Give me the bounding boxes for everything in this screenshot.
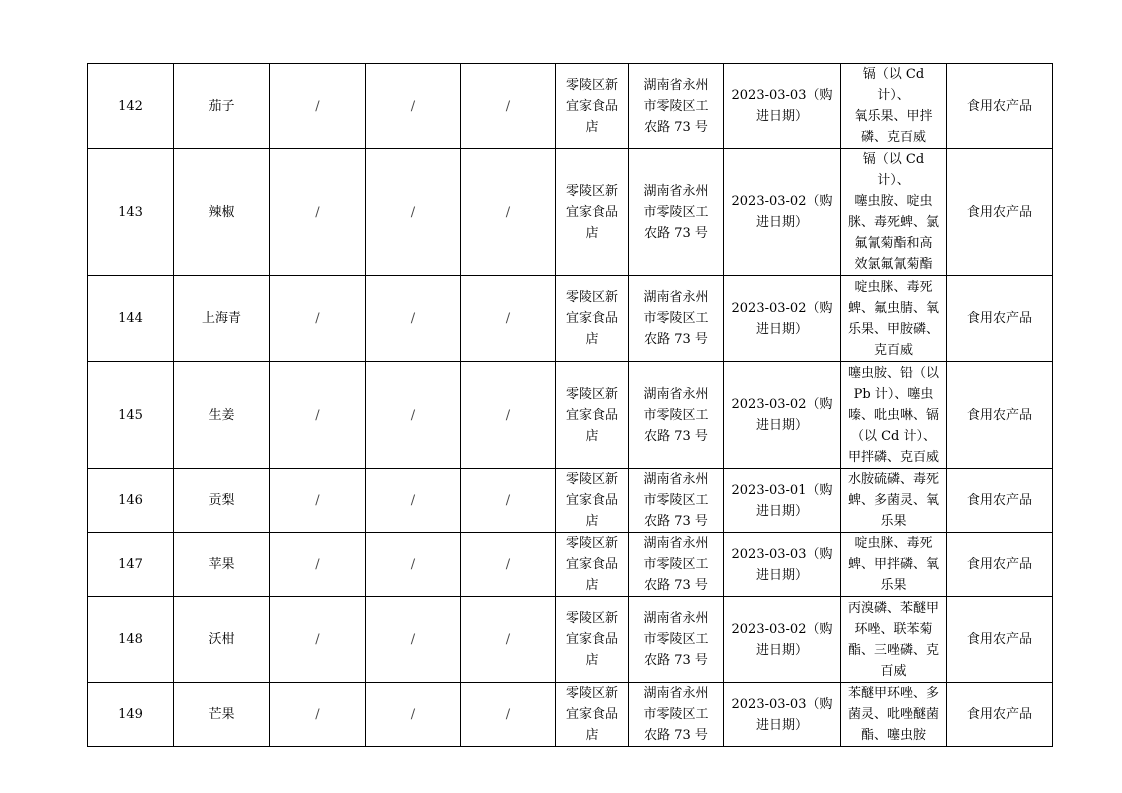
table-row [88, 683, 1053, 747]
test-items-line: 环唑、联苯菊 [854, 621, 933, 637]
product-category: 食用农产品 [947, 533, 1053, 597]
test-items-line: 蜱、甲拌磷、氧 [847, 557, 939, 572]
purchase-date [724, 597, 841, 683]
test-items-line: 氧乐果、甲拌 [854, 109, 933, 124]
purchase-date [724, 533, 841, 597]
test-items [841, 469, 947, 533]
blank-cell: / [270, 597, 366, 683]
store-name-line: 零陵区新 [565, 77, 618, 93]
table-row [88, 149, 1053, 276]
test-items [841, 533, 947, 597]
purchase-date-line: 2023-03-02（购 [731, 194, 833, 209]
test-items-line: 百威 [880, 663, 907, 679]
test-items-line: 菌灵、吡唑醚菌 [847, 707, 939, 722]
sampling-results-table [87, 63, 1053, 747]
row-number: 144 [88, 276, 174, 362]
product-name: 沃柑 [174, 597, 270, 683]
test-items-line: 酯、噻虫胺 [860, 728, 926, 743]
test-items [841, 683, 947, 747]
store-name [556, 597, 629, 683]
store-address [629, 533, 724, 597]
product-category: 食用农产品 [947, 362, 1053, 469]
product-category: 食用农产品 [947, 64, 1053, 149]
blank-cell: / [270, 149, 366, 276]
purchase-date [724, 469, 841, 533]
store-name [556, 533, 629, 597]
store-name-line: 零陵区新 [565, 472, 618, 487]
row-number: 148 [88, 597, 174, 683]
store-name-line: 宜家食品 [565, 493, 618, 508]
product-category: 食用农产品 [947, 597, 1053, 683]
blank-cell: / [366, 597, 461, 683]
test-items-line: 水胺硫磷、毒死 [847, 472, 939, 487]
store-name-line: 宜家食品 [565, 632, 618, 647]
test-items-line: 镉（以 Cd 计）、 [862, 152, 925, 188]
test-items-line: 蜱、多菌灵、氧 [847, 493, 939, 508]
store-name-line: 店 [585, 728, 599, 743]
store-address [629, 276, 724, 362]
purchase-date [724, 64, 841, 149]
store-address-line: 农路 73 号 [644, 428, 708, 444]
store-address-line: 市零陵区工 [643, 204, 709, 220]
test-items-line: 乐果 [880, 578, 907, 593]
blank-cell: / [366, 469, 461, 533]
test-items-line: 脒、毒死蜱、氯 [847, 215, 939, 230]
row-number: 145 [88, 362, 174, 469]
purchase-date-line: 2023-03-03（购 [731, 88, 833, 103]
row-number: 147 [88, 533, 174, 597]
test-items-line: 磷、克百威 [860, 130, 926, 145]
store-address-line: 农路 73 号 [644, 332, 708, 347]
purchase-date-line: 进日期） [755, 321, 808, 337]
product-category: 食用农产品 [947, 683, 1053, 747]
store-name-line: 零陵区新 [565, 386, 618, 402]
store-name [556, 469, 629, 533]
blank-cell: / [366, 64, 461, 149]
store-address-line: 湖南省永州 [643, 611, 709, 626]
purchase-date-line: 2023-03-03（购 [731, 696, 833, 712]
test-items-line: 蜱、氟虫腈、氧 [847, 300, 939, 316]
purchase-date-line: 2023-03-01（购 [731, 482, 833, 498]
product-name: 芒果 [174, 683, 270, 747]
table-body [88, 64, 1053, 747]
blank-cell: / [461, 469, 556, 533]
store-address-line: 湖南省永州 [643, 472, 709, 487]
product-category: 食用农产品 [947, 469, 1053, 533]
blank-cell: / [461, 276, 556, 362]
store-address-line: 市零陵区工 [643, 493, 709, 508]
store-address [629, 683, 724, 747]
store-address-line: 农路 73 号 [644, 728, 708, 743]
blank-cell: / [366, 533, 461, 597]
store-name [556, 276, 629, 362]
blank-cell: / [270, 362, 366, 469]
store-address-line: 湖南省永州 [643, 77, 709, 93]
purchase-date-line: 2023-03-02（购 [731, 300, 833, 316]
store-name-line: 零陵区新 [565, 611, 618, 626]
store-address-line: 农路 73 号 [644, 119, 708, 135]
purchase-date-line: 2023-03-02（购 [731, 397, 833, 412]
store-address [629, 597, 724, 683]
blank-cell: / [461, 533, 556, 597]
store-name-line: 宜家食品 [565, 204, 618, 220]
test-items [841, 276, 947, 362]
blank-cell: / [366, 276, 461, 362]
blank-cell: / [270, 64, 366, 149]
store-address-line: 市零陵区工 [643, 311, 709, 326]
store-address [629, 64, 724, 149]
store-address-line: 市零陵区工 [643, 632, 709, 647]
test-items-line: 苯醚甲环唑、多 [847, 686, 939, 701]
store-name-line: 店 [585, 119, 599, 135]
store-name [556, 149, 629, 276]
store-name-line: 零陵区新 [565, 536, 618, 551]
store-name [556, 362, 629, 469]
store-address-line: 市零陵区工 [643, 98, 709, 114]
blank-cell: / [461, 149, 556, 276]
blank-cell: / [461, 64, 556, 149]
store-address-line: 湖南省永州 [643, 386, 709, 402]
product-name: 贡梨 [174, 469, 270, 533]
row-number: 143 [88, 149, 174, 276]
product-name: 上海青 [174, 276, 270, 362]
product-category: 食用农产品 [947, 276, 1053, 362]
table-row [88, 276, 1053, 362]
store-name [556, 64, 629, 149]
purchase-date-line: 进日期） [755, 642, 808, 658]
row-number: 142 [88, 64, 174, 149]
blank-cell: / [366, 683, 461, 747]
blank-cell: / [270, 533, 366, 597]
store-name-line: 宜家食品 [565, 98, 618, 114]
store-name-line: 零陵区新 [565, 183, 618, 199]
purchase-date-line: 2023-03-03（购 [731, 546, 833, 562]
blank-cell: / [461, 362, 556, 469]
purchase-date-line: 进日期） [755, 109, 808, 124]
purchase-date [724, 276, 841, 362]
store-name-line: 店 [585, 514, 599, 529]
store-address [629, 469, 724, 533]
product-name: 生姜 [174, 362, 270, 469]
purchase-date-line: 2023-03-02（购 [731, 621, 833, 637]
blank-cell: / [461, 683, 556, 747]
purchase-date [724, 362, 841, 469]
store-name [556, 683, 629, 747]
store-address [629, 362, 724, 469]
test-items-line: 丙溴磷、苯醚甲 [847, 600, 939, 616]
purchase-date-line: 进日期） [755, 717, 808, 733]
table-row [88, 362, 1053, 469]
row-number: 149 [88, 683, 174, 747]
blank-cell: / [270, 469, 366, 533]
purchase-date [724, 149, 841, 276]
test-items [841, 149, 947, 276]
store-name-line: 零陵区新 [565, 290, 618, 305]
test-items-line: 噻虫胺、啶虫 [854, 194, 933, 209]
store-name-line: 店 [585, 653, 599, 668]
test-items-line: 嗪、吡虫啉、镉 [847, 407, 939, 423]
test-items-line: 酯、三唑磷、克 [847, 642, 939, 658]
store-address-line: 市零陵区工 [643, 707, 709, 722]
store-address-line: 湖南省永州 [643, 686, 709, 701]
product-name: 苹果 [174, 533, 270, 597]
purchase-date-line: 进日期） [755, 567, 808, 583]
test-items [841, 64, 947, 149]
product-name: 辣椒 [174, 149, 270, 276]
store-address-line: 湖南省永州 [643, 183, 709, 199]
blank-cell: / [270, 276, 366, 362]
purchase-date-line: 进日期） [755, 215, 808, 230]
table-row [88, 597, 1053, 683]
test-items-line: （以 Cd 计）、 [850, 428, 937, 444]
store-address-line: 市零陵区工 [643, 407, 709, 423]
store-name-line: 店 [585, 428, 599, 444]
test-items-line: Pb 计）、噻虫 [853, 386, 934, 402]
test-items-line: 啶虫脒、毒死 [854, 536, 933, 551]
store-address-line: 农路 73 号 [644, 653, 708, 668]
blank-cell: / [270, 683, 366, 747]
product-category: 食用农产品 [947, 149, 1053, 276]
blank-cell: / [461, 597, 556, 683]
store-name-line: 宜家食品 [565, 407, 618, 423]
test-items-line: 乐果、甲胺磷、 [847, 321, 939, 337]
store-name-line: 店 [585, 578, 599, 593]
store-name-line: 零陵区新 [565, 686, 618, 701]
store-address-line: 农路 73 号 [644, 514, 708, 529]
test-items-line: 甲拌磷、克百威 [847, 449, 939, 465]
test-items-line: 镉（以 Cd 计）、 [862, 67, 925, 103]
store-address-line: 湖南省永州 [643, 536, 709, 551]
store-address [629, 149, 724, 276]
table-row [88, 64, 1053, 149]
test-items-line: 克百威 [873, 342, 913, 358]
store-address-line: 农路 73 号 [644, 225, 708, 241]
test-items-line: 啶虫脒、毒死 [854, 279, 933, 295]
table-row [88, 533, 1053, 597]
blank-cell: / [366, 149, 461, 276]
store-address-line: 市零陵区工 [643, 557, 709, 572]
store-name-line: 店 [585, 332, 599, 347]
test-items [841, 597, 947, 683]
store-address-line: 湖南省永州 [643, 290, 709, 305]
product-name: 茄子 [174, 64, 270, 149]
blank-cell: / [366, 362, 461, 469]
purchase-date-line: 进日期） [755, 503, 808, 519]
test-items-line: 噻虫胺、铅（以 [847, 365, 939, 381]
test-items-line: 乐果 [880, 514, 907, 529]
store-name-line: 宜家食品 [565, 311, 618, 326]
test-items-line: 效氯氟氰菊酯 [854, 257, 933, 272]
purchase-date-line: 进日期） [755, 418, 808, 433]
store-name-line: 宜家食品 [565, 707, 618, 722]
test-items [841, 362, 947, 469]
store-name-line: 宜家食品 [565, 557, 618, 572]
purchase-date [724, 683, 841, 747]
test-items-line: 氟氰菊酯和高 [854, 236, 933, 251]
row-number: 146 [88, 469, 174, 533]
table-row [88, 469, 1053, 533]
store-name-line: 店 [585, 225, 599, 241]
store-address-line: 农路 73 号 [644, 578, 708, 593]
